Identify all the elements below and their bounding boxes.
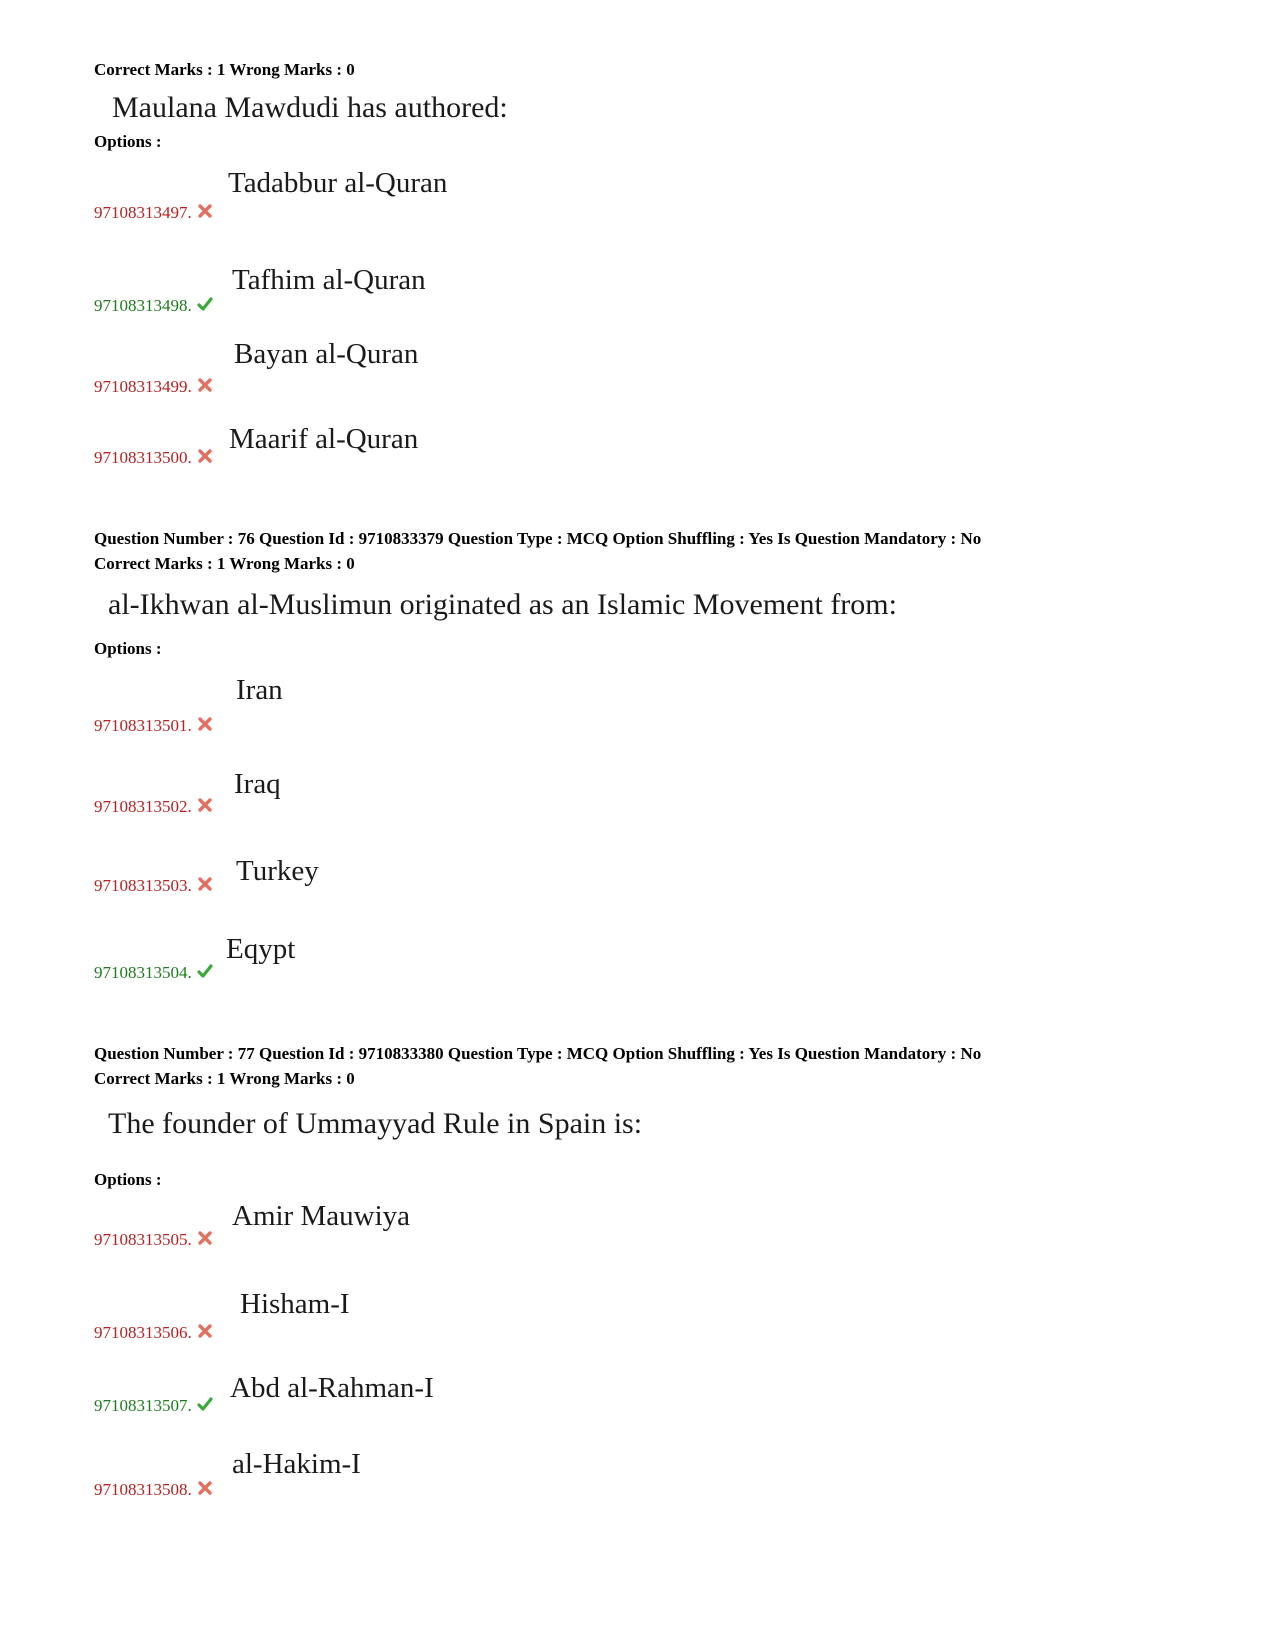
cross-icon [197,1230,213,1246]
check-icon [197,1396,213,1412]
cross-icon [197,876,213,892]
option-id: 97108313497. [94,203,213,223]
question-text: The founder of Ummayyad Rule in Spain is: [108,1107,643,1140]
options-label: Options : [94,132,162,151]
option-text: Abd al-Rahman-I [230,1372,434,1404]
option-text: Tadabbur al-Quran [228,167,448,199]
options-label: Options : [94,1170,162,1189]
option-id: 97108313502. [94,797,213,817]
option-id: 97108313504. [94,963,213,983]
options-label: Options : [94,639,162,658]
question-header: Question Number : 77 Question Id : 9710833380 Question Type : MCQ Option Shuffling : Yes Is Question Mandatory : No [94,1044,982,1063]
option-text: Iraq [234,768,281,800]
option-text: Tafhim al-Quran [232,264,426,296]
option-text: Amir Mauwiya [232,1200,410,1232]
option-text: Bayan al-Quran [234,338,419,370]
cross-icon [197,1480,213,1496]
question-marks: Correct Marks : 1 Wrong Marks : 0 [94,554,355,573]
cross-icon [197,203,213,219]
question-text: Maulana Mawdudi has authored: [112,91,508,124]
option-id: 97108313499. [94,377,213,397]
option-text: Iran [236,674,283,706]
question-text: al-Ikhwan al-Muslimun originated as an Islamic Movement from: [108,588,897,621]
option-text: Maarif al-Quran [229,423,419,455]
option-id: 97108313505. [94,1230,213,1250]
cross-icon [197,448,213,464]
option-id: 97108313498. [94,296,213,316]
cross-icon [197,797,213,813]
option-id: 97108313501. [94,716,213,736]
option-id: 97108313503. [94,876,213,896]
option-text: Turkey [236,855,319,887]
cross-icon [197,716,213,732]
cross-icon [197,377,213,393]
option-id: 97108313500. [94,448,213,468]
option-text: al-Hakim-I [232,1448,361,1480]
option-text: Hisham-I [240,1288,350,1320]
option-id: 97108313507. [94,1396,213,1416]
question-marks: Correct Marks : 1 Wrong Marks : 0 [94,1069,355,1088]
option-text: Eqypt [226,933,296,965]
check-icon [197,963,213,979]
question-header: Question Number : 76 Question Id : 9710833379 Question Type : MCQ Option Shuffling : Yes Is Question Mandatory : No [94,529,982,548]
option-id: 97108313508. [94,1480,213,1500]
check-icon [197,296,213,312]
question-marks: Correct Marks : 1 Wrong Marks : 0 [94,60,355,79]
cross-icon [197,1323,213,1339]
option-id: 97108313506. [94,1323,213,1343]
